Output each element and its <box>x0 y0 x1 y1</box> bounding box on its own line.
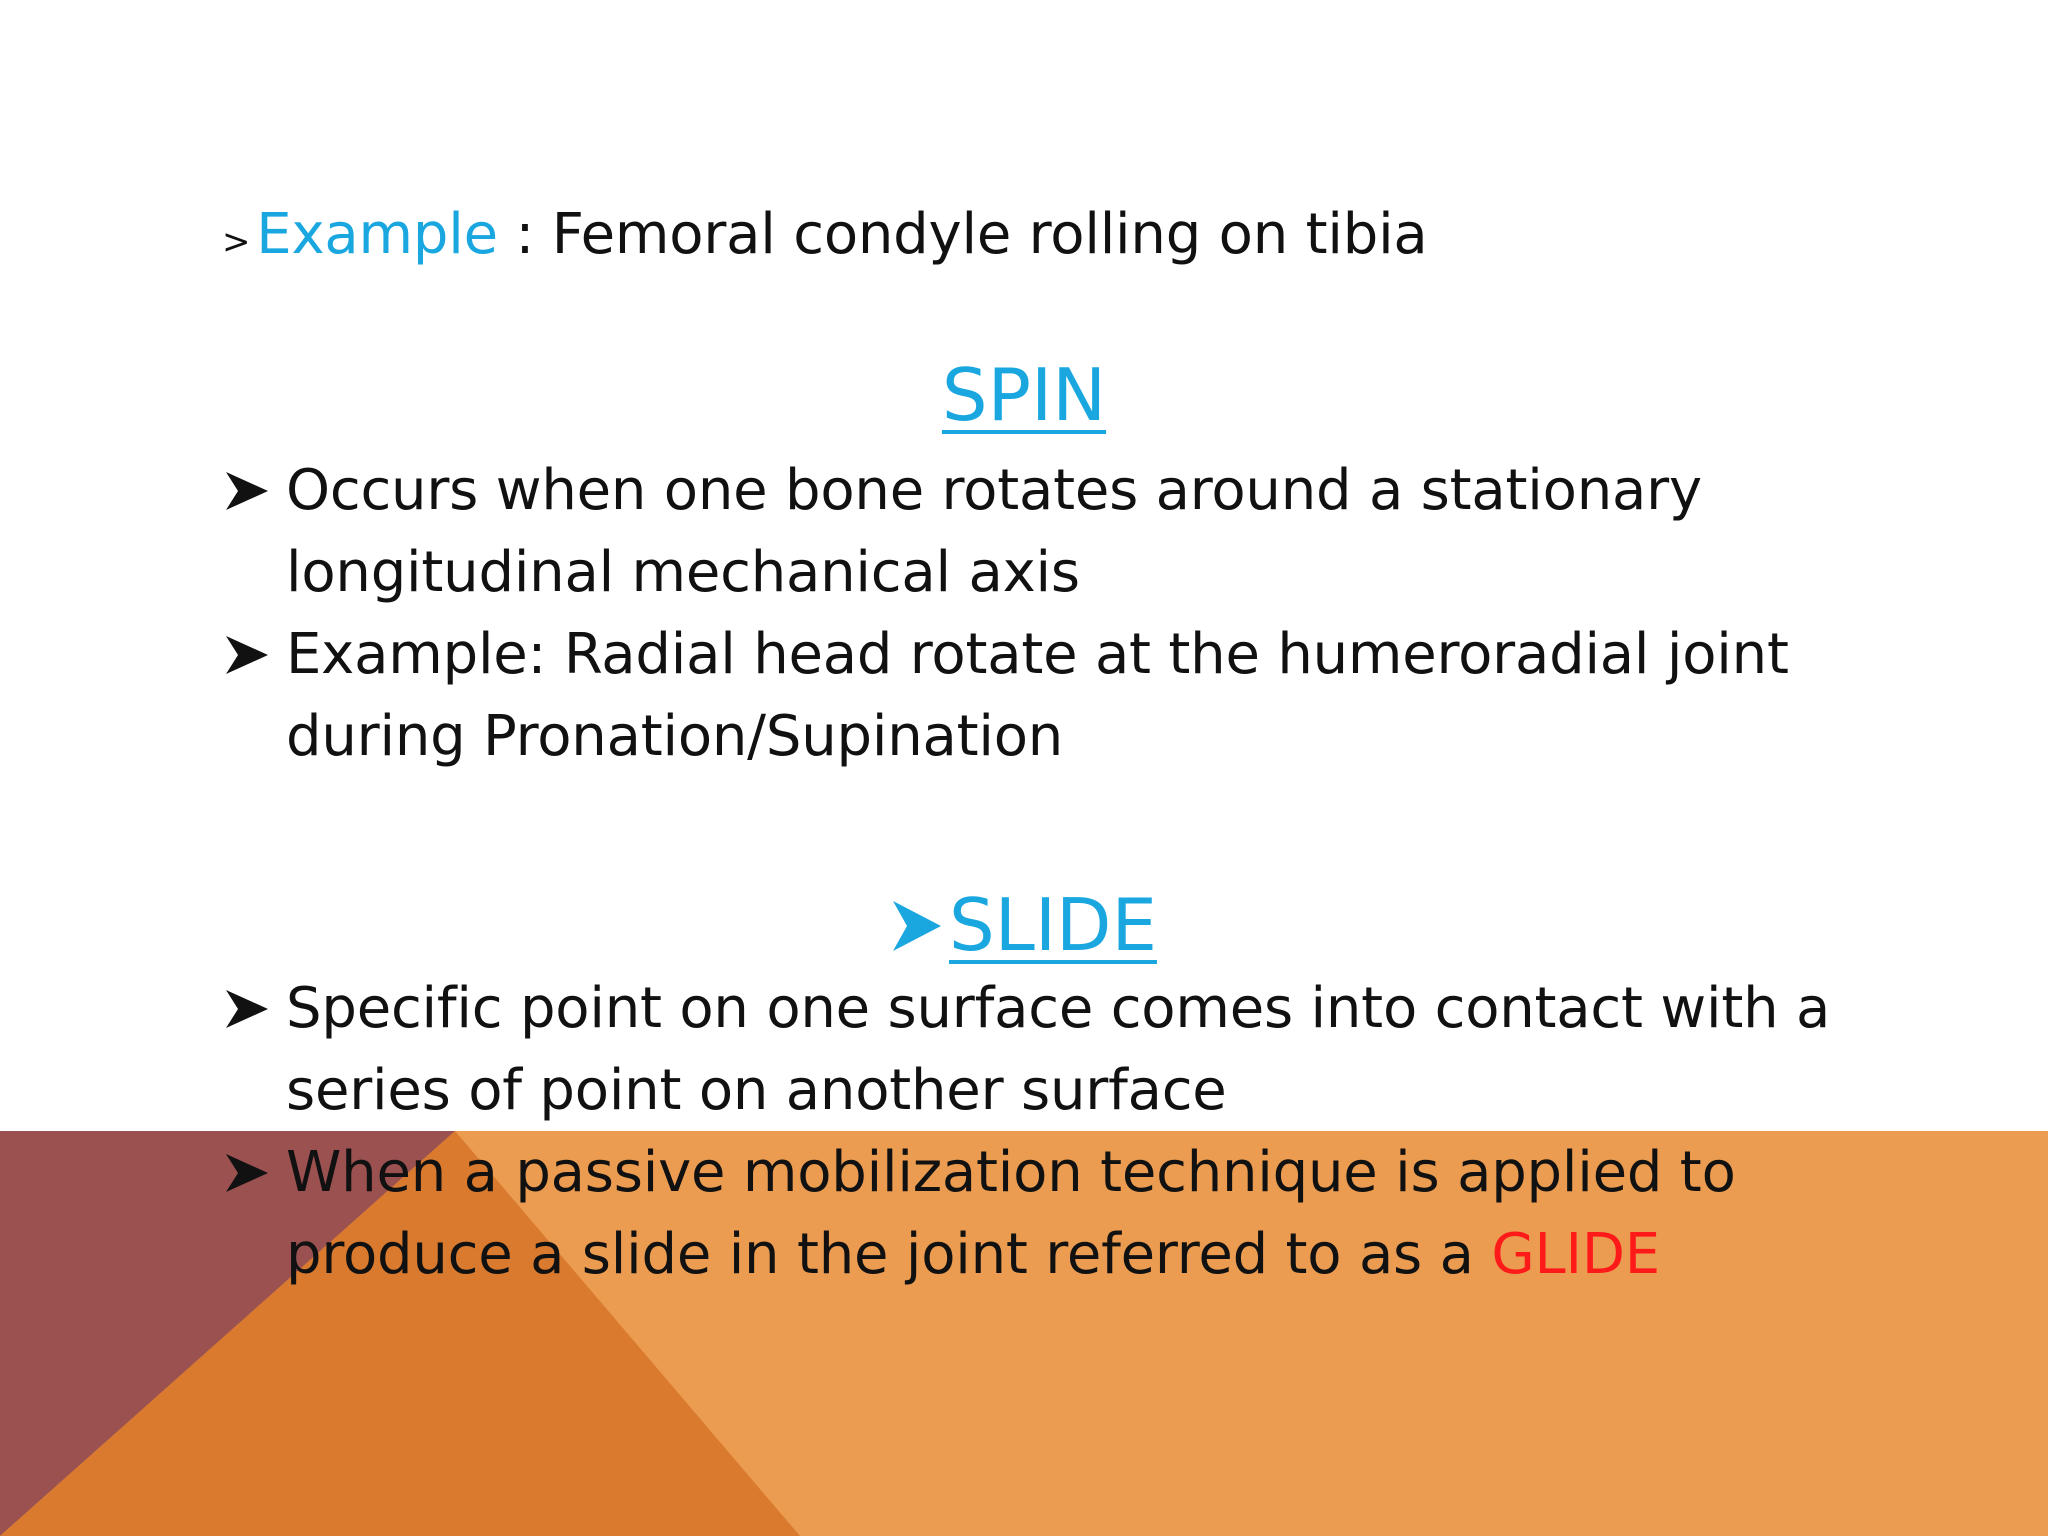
slide-heading-text: SLIDE <box>949 883 1157 967</box>
example-line <box>222 198 1428 279</box>
arrowhead-bullet-icon <box>891 898 943 954</box>
spin-bullet-2 <box>222 614 1962 778</box>
slide-bullet-2-body: When a passive mobilization technique is applied to produce a slide in the joint referred to as a <box>286 1140 1736 1287</box>
slide-bullet-2 <box>222 1132 1962 1296</box>
arrowhead-bullet-icon <box>224 988 270 1030</box>
example-label: Example <box>256 202 498 267</box>
spin-bullet-1 <box>222 450 1962 614</box>
slide-bullet-1 <box>222 968 1962 1132</box>
spin-heading <box>0 350 2048 440</box>
spin-heading-text: SPIN <box>941 353 1107 437</box>
slide-bullet-2-text <box>222 1132 1962 1296</box>
example-text: : Femoral condyle rolling on tibia <box>497 202 1428 267</box>
spin-bullet-2-text: Example: Radial head rotate at the humeroradial joint during Pronation/Supination <box>286 622 1789 769</box>
slide-heading <box>0 880 2048 970</box>
arrowhead-bullet-icon <box>224 1152 270 1194</box>
arrowhead-bullet-icon <box>224 470 270 512</box>
arrowhead-bullet-icon <box>224 634 270 676</box>
slide-bullet-1-text: Specific point on one surface comes into contact with a series of point on another surface <box>286 976 1831 1123</box>
example-marker: > <box>222 222 251 262</box>
spin-bullet-1-text: Occurs when one bone rotates around a stationary longitudinal mechanical axis <box>286 458 1702 605</box>
glide-highlight: GLIDE <box>1491 1222 1660 1287</box>
